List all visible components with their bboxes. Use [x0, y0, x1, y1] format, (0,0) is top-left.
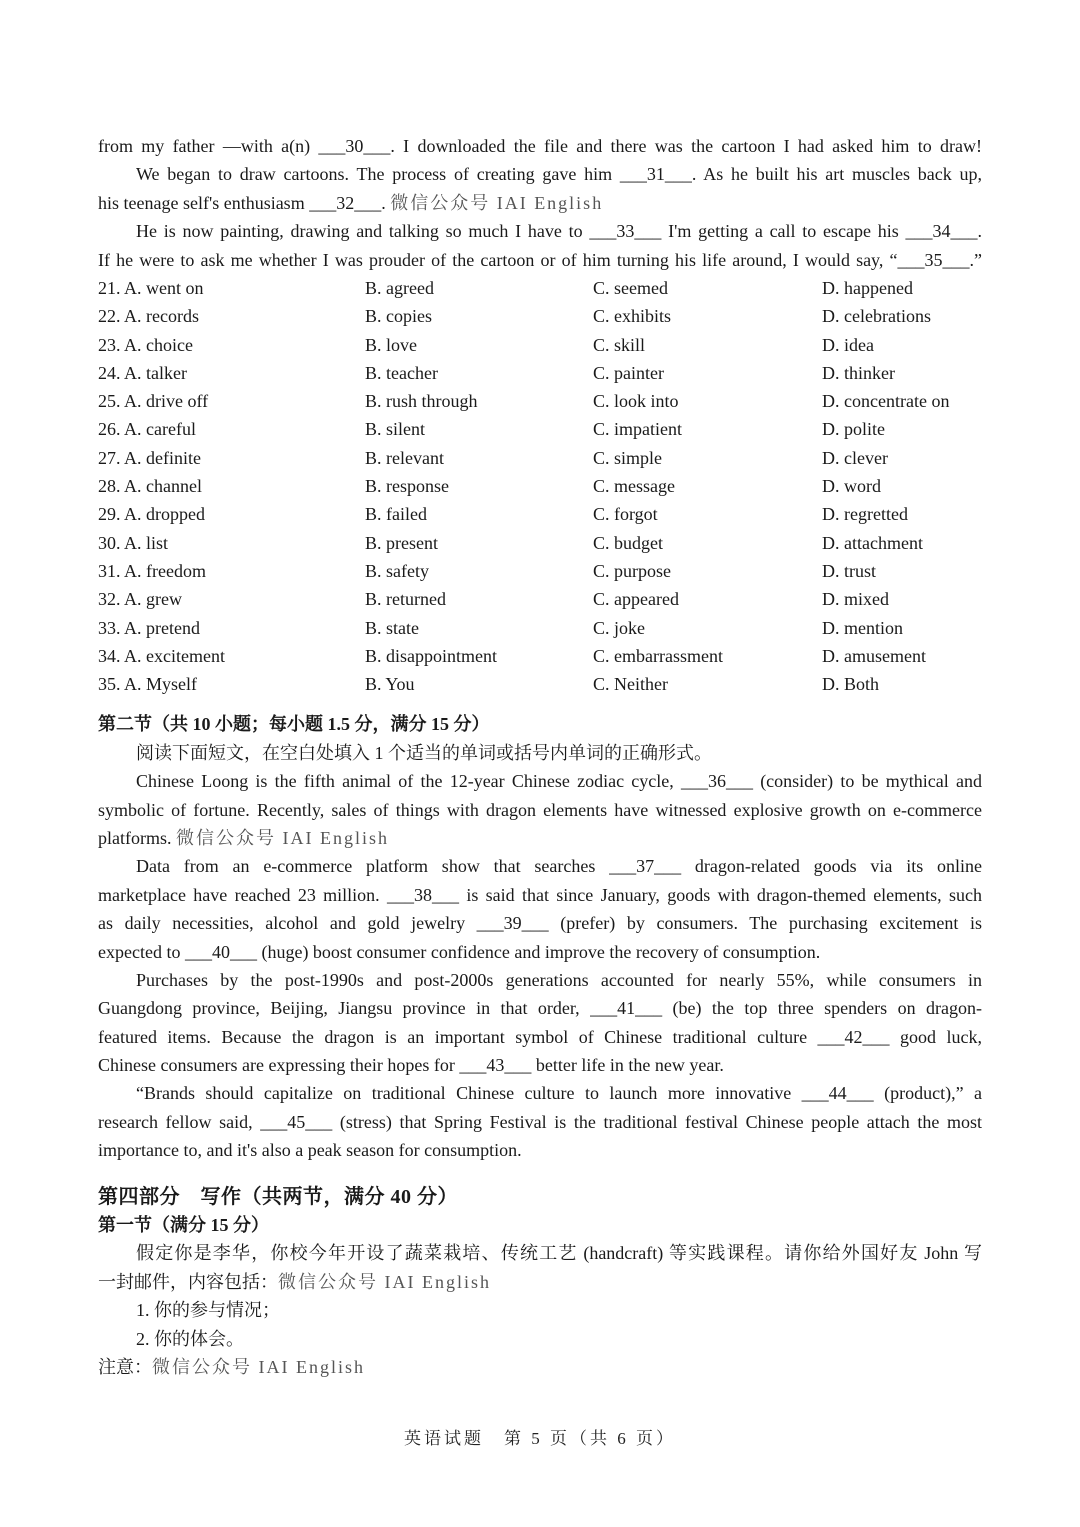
exam-page — [98, 132, 982, 1381]
option-c: C. look into — [593, 391, 679, 412]
page-footer: 英语试题 第 5 页（共 6 页） — [404, 1429, 676, 1448]
option-b: B. returned — [365, 589, 446, 610]
option-d: D. polite — [822, 419, 885, 440]
passage-line: Chinese consumers are expressing their hopes for ___43___ better life in the new year. — [98, 1055, 724, 1076]
option-b: B. response — [365, 476, 449, 497]
option-b: B. relevant — [365, 447, 444, 468]
note-line: 注意：微信公众号 IAI English — [98, 1357, 365, 1377]
option-a: 33. A. pretend — [98, 617, 200, 638]
option-d: D. word — [822, 476, 881, 497]
passage-line: expected to ___40___ (huge) boost consumer confidence and improve the recovery of consumption. — [98, 941, 821, 962]
passage-line: from my father —with a(n) ___30___. I downloaded the file and there was the cartoon I had asked him to draw! — [98, 136, 982, 156]
section-2 — [98, 710, 982, 1164]
option-b: B. disappointment — [365, 645, 497, 666]
option-d: D. thinker — [822, 362, 895, 383]
option-c: C. exhibits — [593, 306, 672, 327]
option-c: C. seemed — [593, 277, 668, 298]
passage-line: If he were to ask me whether I was prouder of the cartoon or of him turning his life around, I would say, “___35___.” — [98, 249, 982, 270]
option-a: 31. A. freedom — [98, 560, 206, 581]
option-a: 27. A. definite — [98, 447, 201, 468]
option-b: B. failed — [365, 504, 427, 525]
option-c: C. forgot — [593, 504, 658, 525]
option-d: D. regretted — [822, 504, 908, 525]
option-d: D. mention — [822, 617, 903, 638]
option-c: C. message — [593, 476, 675, 497]
option-c: C. joke — [593, 617, 645, 638]
option-b: B. agreed — [365, 277, 434, 298]
passage-line: Data from an e-commerce platform show that searches ___37___ dragon-related goods via its online — [136, 856, 982, 877]
option-c: C. purpose — [593, 560, 671, 581]
passage-line: Guangdong province, Beijing, Jiangsu province in that order, ___41___ (be) the top three spenders on dragon- — [98, 998, 982, 1019]
option-d: D. attachment — [822, 532, 923, 553]
prompt-item: 1. 你的参与情况； — [136, 1300, 280, 1321]
option-d: D. mixed — [822, 589, 889, 610]
watermark: 微信公众号 IAI English — [176, 827, 389, 848]
passage-text: his teenage self's enthusiasm ___32___. — [98, 192, 386, 213]
option-a: 32. A. grew — [98, 589, 182, 610]
option-d: D. amusement — [822, 645, 926, 666]
option-a: 25. A. drive off — [98, 391, 209, 412]
passage-line: symbolic of fortune. Recently, sales of things with dragon elements have witnessed explosive growth on e-commerce — [98, 799, 982, 820]
option-a: 22. A. records — [98, 306, 199, 327]
option-b: B. safety — [365, 560, 429, 581]
option-c: C. Neither — [593, 674, 668, 695]
passage-line: We began to draw cartoons. The process of creating gave him ___31___. As he built his art muscles back up, — [136, 164, 982, 185]
prompt-line: 假定你是李华，你校今年开设了蔬菜栽培、传统工艺 (handcraft) 等实践课程。请你给外国好友 John 写 — [136, 1243, 982, 1264]
passage-line: featured items. Because the dragon is an important symbol of Chinese traditional culture ___42___ good luck, — [98, 1026, 982, 1047]
option-c: C. painter — [593, 362, 664, 383]
options-grid — [98, 274, 982, 698]
option-c: C. simple — [593, 447, 663, 468]
passage-line: importance to, and it's also a peak season for consumption. — [98, 1140, 522, 1161]
section-title: 第二节（共 10 小题；每小题 1.5 分，满分 15 分） — [98, 714, 490, 735]
watermark: 微信公众号 IAI English — [152, 1357, 365, 1377]
option-a: 30. A. list — [98, 532, 169, 553]
option-a: 26. A. careful — [98, 419, 196, 440]
option-d: D. concentrate on — [822, 391, 950, 412]
option-c: C. budget — [593, 532, 663, 553]
option-c: C. appeared — [593, 589, 679, 610]
option-c: C. impatient — [593, 419, 682, 440]
watermark: 微信公众号 IAI English — [390, 192, 604, 213]
passage-line: He is now painting, drawing and talking so much I have to ___33___ I'm getting a call to escape his ___34___. — [136, 221, 982, 242]
option-a: 24. A. talker — [98, 362, 187, 383]
option-b: B. silent — [365, 419, 426, 440]
cloze-passage — [98, 132, 982, 274]
option-d: D. Both — [822, 674, 880, 695]
option-d: D. celebrations — [822, 306, 931, 327]
option-b: B. state — [365, 617, 419, 638]
option-a: 28. A. channel — [98, 476, 202, 497]
option-a: 35. A. Myself — [98, 674, 198, 695]
passage-line: as daily necessities, alcohol and gold jewelry ___39___ (prefer) by consumers. The purchasing excitement is — [98, 913, 982, 934]
option-a: 29. A. dropped — [98, 504, 205, 525]
option-d: D. trust — [822, 560, 876, 581]
option-a: 21. A. went on — [98, 277, 204, 298]
option-d: D. clever — [822, 447, 888, 468]
passage-line — [98, 189, 982, 217]
prompt-item: 2. 你的体会。 — [136, 1328, 244, 1349]
passage-line: research fellow said, ___45___ (stress) that Spring Festival is the traditional festival Chinese people attach the most — [98, 1111, 982, 1132]
option-b: B. You — [365, 674, 415, 695]
watermark: 微信公众号 IAI English — [278, 1271, 491, 1292]
option-b: B. copies — [365, 306, 432, 327]
passage-line: platforms. 微信公众号 IAI English — [98, 827, 389, 848]
part-title: 第四部分 写作（共两节，满分 40 分） — [98, 1185, 458, 1208]
option-d: D. happened — [822, 277, 913, 298]
passage-line: Purchases by the post-1990s and post-2000s generations accounted for nearly 55%, while consumers in — [136, 969, 982, 990]
passage-line: Chinese Loong is the fifth animal of the 12-year Chinese zodiac cycle, ___36___ (consider) to be mythical and — [136, 771, 982, 792]
option-c: C. embarrassment — [593, 645, 723, 666]
instruction: 阅读下面短文，在空白处填入 1 个适当的单词或括号内单词的正确形式。 — [136, 742, 712, 763]
option-b: B. love — [365, 334, 417, 355]
option-b: B. teacher — [365, 362, 438, 383]
option-c: C. skill — [593, 334, 646, 355]
section-title: 第一节（满分 15 分） — [98, 1215, 269, 1236]
passage-line: “Brands should capitalize on traditional Chinese culture to launch more innovative ___44___ (product),” a — [136, 1083, 982, 1104]
option-a: 23. A. choice — [98, 334, 193, 355]
part-4-writing — [98, 1183, 982, 1382]
prompt-line: 一封邮件，内容包括：微信公众号 IAI English — [98, 1271, 491, 1292]
option-a: 34. A. excitement — [98, 645, 225, 666]
option-b: B. present — [365, 532, 438, 553]
option-b: B. rush through — [365, 391, 478, 412]
option-d: D. idea — [822, 334, 874, 355]
passage-line: marketplace have reached 23 million. ___38___ is said that since January, goods with dragon-themed elements, such — [98, 884, 982, 905]
